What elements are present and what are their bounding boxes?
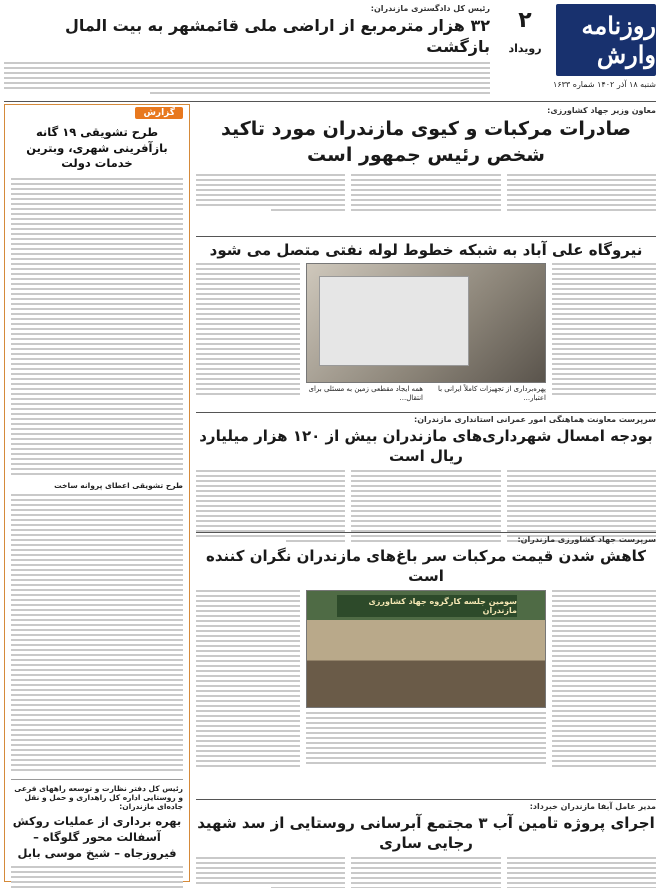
power-plant-photo (306, 263, 546, 383)
article4-body-left (196, 590, 300, 767)
newspaper-logo: روزنامه وارش (556, 4, 656, 76)
article3-headline: بودجه امسال شهرداری‌های مازندران بیش از ۱۲۰ هزار میلیارد ریال است (199, 427, 653, 466)
section-name: رویداد (508, 42, 542, 55)
divider (196, 532, 656, 533)
top-story-body (4, 62, 490, 94)
article1-kicker: معاون وزیر جهاد کشاورزی: (547, 106, 656, 115)
report-tag: گزارش (135, 107, 183, 119)
article4-body-center (306, 712, 546, 764)
agriculture-meeting-photo (306, 590, 546, 708)
top-story-headline: ۳۲ هزار مترمربع از اراضی ملی قائمشهر به بیت المال بازگشت (64, 16, 490, 56)
dateline: شنبه ۱۸ آذر ۱۴۰۲ شماره ۱۶۳۳ (553, 80, 656, 89)
photo-banner: سومین جلسه کارگروه جهاد کشاورزی مازندران (337, 595, 517, 617)
article2-body-left (196, 263, 300, 403)
article5-headline: اجرای پروژه تامین آب ۳ مجتمع آبرسانی روستایی از سد شهید رجایی ساری (197, 814, 655, 853)
article2-headline: نیروگاه علی آباد به شبکه خطوط لوله نفتی متصل می شود (209, 241, 643, 259)
article2-caption-2: همه ایجاد مقطعی زمین به مسئلی برای انتقال... (308, 385, 423, 403)
road-story (11, 779, 183, 888)
article-power-plant (196, 240, 656, 403)
divider (4, 101, 656, 102)
article1-body (196, 174, 656, 211)
divider (196, 799, 656, 800)
top-story-kicker: رئیس کل دادگستری مازندران: (370, 4, 490, 13)
article2-caption-1: پهره‌برداری از تجهیزات کاملاً ایرانی با اعتبار... (437, 385, 546, 403)
report-column (4, 104, 190, 882)
article-citrus-price (196, 535, 656, 767)
page-number: ۲ (518, 8, 532, 33)
report-headline: طرح تشویقی ۱۹ گانه بازآفرینی شهری، وبترین خدمات دولت (26, 125, 168, 171)
article2-body-right (552, 263, 656, 403)
masthead (496, 4, 656, 100)
article1-headline: صادرات مرکبات و کیوی مازندران مورد تاکید شخص رئیس جمهور است (220, 118, 632, 166)
report-body (11, 178, 183, 475)
report-body-2 (11, 494, 183, 771)
road-story-body (11, 866, 183, 888)
article-citrus-export (196, 106, 656, 211)
article-municipal-budget (196, 415, 656, 542)
report-subhead: طرح تشویقی اعطای پروانه ساخت (54, 480, 183, 490)
article5-kicker: مدیر عامل آبفا مازندران خبرداد: (529, 802, 656, 811)
newspaper-page (4, 4, 656, 884)
divider (196, 412, 656, 413)
article5-body (196, 857, 656, 888)
article4-body-right (552, 590, 656, 767)
article3-kicker: سرپرست معاونت هماهنگی امور عمرانی استانداری مازندران: (414, 415, 656, 424)
article4-headline: کاهش شدن قیمت مرکبات سر باغ‌های مازندران نگران کننده است (206, 547, 646, 586)
article-water-project (196, 802, 656, 888)
divider (196, 236, 656, 237)
article4-kicker: سرپرست جهاد کشاورزی مازندران: (517, 535, 656, 544)
road-story-headline: بهره برداری از عملیات روکش آسفالت محور گلوگاه – فیروزجاه – شیخ موسی بابل (12, 813, 182, 860)
article3-body (196, 470, 656, 542)
road-story-kicker: رئیس کل دفتر نظارت و توسعه راههای فرعی و روستایی اداره کل راهداری و حمل و نقل جاده‌ای مازندران: (14, 783, 183, 811)
top-story (4, 4, 490, 100)
